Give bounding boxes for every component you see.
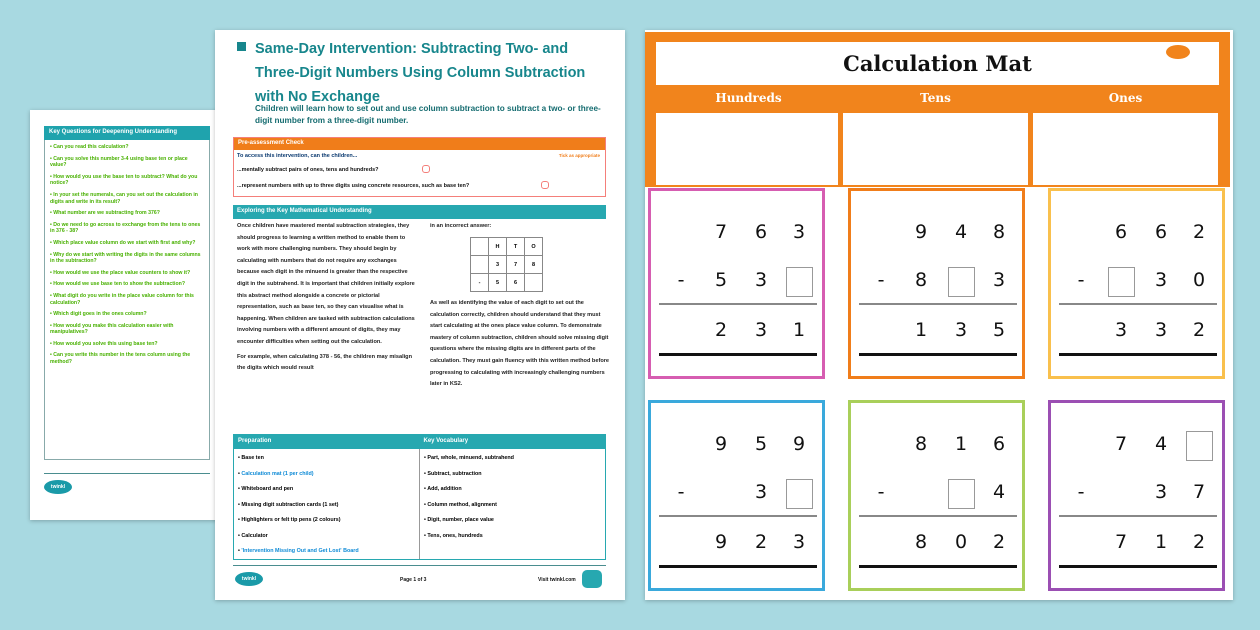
digit: 7 (1192, 481, 1206, 503)
missing-digit-card (848, 400, 1025, 591)
preassessment-item: ...mentally subtract pairs of ones, tens and hundreds? (237, 167, 379, 173)
grid-cell: 8 (525, 256, 543, 274)
digit: 0 (1192, 269, 1206, 291)
site-link[interactable]: Visit twinkl.com (538, 577, 576, 583)
digit: 2 (754, 531, 768, 553)
key-question-item: • How would you use the base ten to subtract? What do you notice? (50, 173, 198, 187)
hto-grid (470, 237, 543, 292)
key-question-item: • What digit do you write in the place value column for this calculation? (50, 292, 194, 306)
minus-sign: - (677, 481, 685, 503)
minus-sign: - (1077, 481, 1085, 503)
answer-line (859, 353, 1017, 356)
key-question-item: • Why do we start with writing the digits in the same columns in the subtraction? (50, 251, 201, 265)
page-number: Page 1 of 3 (400, 577, 427, 583)
digit: 3 (754, 269, 768, 291)
digit: 9 (792, 433, 806, 455)
preassessment-item: ...represent numbers with up to three digits using concrete resources, such as base ten? (237, 183, 470, 189)
missing-digit-box[interactable] (786, 479, 813, 509)
key-question-item: • Can you solve this number 3-4 using base ten or place value? (50, 155, 188, 169)
digit: 9 (714, 433, 728, 455)
key-question-item: • How would you solve this using base ten? (50, 340, 158, 347)
mat-title: Calculation Mat (656, 42, 1219, 85)
key-question-item: • Can you write this number in the tens column using the method? (50, 352, 191, 366)
missing-digit-box[interactable] (786, 267, 813, 297)
preparation-vocabulary-table (233, 434, 606, 560)
missing-digit-box[interactable] (1186, 431, 1213, 461)
preparation-item-text: Whiteboard and pen (241, 486, 294, 492)
preparation-item: • Calculator (238, 532, 268, 539)
key-question-text: Which place value column do we start with first and why? (53, 239, 196, 246)
digit: 2 (1192, 221, 1206, 243)
grid-cell: O (525, 238, 543, 256)
key-question-text: Can you write this number in the tens column using the method? (50, 352, 191, 366)
key-question-item: • How would we use base ten to show the subtraction? (50, 281, 185, 288)
grid-cell: - (471, 274, 489, 292)
preparation-item: • Base ten (238, 455, 264, 461)
digit: 1 (792, 319, 806, 341)
title-bullet-icon (237, 42, 246, 51)
twinkl-stack-logo-icon (582, 570, 602, 588)
vocabulary-item-text: Subtract, subtraction (427, 470, 482, 477)
key-question-text: Which digit goes in the ones column? (53, 311, 147, 318)
column-header-tens: Tens (920, 91, 951, 105)
key-question-item: • Which place value column do we start with first and why? (50, 239, 196, 246)
key-question-text: Why do we start with writing the digits in the same columns in the subtraction? (50, 251, 201, 265)
digit: 6 (754, 221, 768, 243)
key-question-text: In your set the numerals, can you set out the calculation in digits and write in its result? (50, 191, 198, 205)
digit: 9 (714, 531, 728, 553)
preparation-item-text[interactable]: 'Intervention Missing Out and Get Lost' Board (241, 548, 359, 554)
tick-box[interactable] (422, 165, 430, 173)
intervention-worksheet-page (215, 30, 625, 600)
subtraction-line (1059, 515, 1217, 517)
digit: 3 (992, 269, 1006, 291)
digit: 0 (954, 531, 968, 553)
ones-cell[interactable] (1033, 113, 1218, 185)
preparation-item: • Calculation mat (1 per child) (238, 470, 314, 477)
key-question-item: • What number are we subtracting from 376? (50, 210, 160, 217)
key-question-text: How would we use the place value counters to show it? (53, 269, 191, 276)
subtraction-line (859, 303, 1017, 305)
answer-line (1059, 565, 1217, 568)
worksheet-subtitle: Children will learn how to set out and use column subtraction to subtract a two- or three-digit number from a three-digit number. (255, 104, 601, 125)
subtraction-line (859, 515, 1017, 517)
footer-divider (233, 565, 606, 566)
missing-digit-card (1048, 188, 1225, 379)
digit: 3 (954, 319, 968, 341)
key-question-text: How would you make this calculation easier with manipulatives? (50, 322, 174, 336)
missing-digit-box[interactable] (948, 479, 975, 509)
digit: 3 (792, 221, 806, 243)
twinkl-logo-icon (1166, 45, 1190, 59)
minus-sign: - (877, 481, 885, 503)
vocabulary-item: • Tens, ones, hundreds (424, 532, 483, 539)
footer-divider (44, 473, 210, 474)
digit: 5 (714, 269, 728, 291)
minus-sign: - (877, 269, 885, 291)
preparation-list (234, 449, 420, 559)
digit: 6 (1154, 221, 1168, 243)
digit: 3 (1154, 269, 1168, 291)
minus-sign: - (1077, 269, 1085, 291)
grid-cell: 5 (489, 274, 507, 292)
digit: 3 (792, 531, 806, 553)
vocabulary-item-text: Add, addition (427, 486, 462, 492)
digit: 8 (914, 531, 928, 553)
preassessment-box (233, 137, 606, 197)
digit: 2 (1192, 319, 1206, 341)
key-question-text: How would you use the base ten to subtract? What do you notice? (50, 173, 198, 187)
column-header-hundreds: Hundreds (715, 91, 782, 105)
digit: 6 (1114, 221, 1128, 243)
tens-cell[interactable] (843, 113, 1028, 185)
vocabulary-item: • Subtract, subtraction (424, 470, 482, 477)
digit: 3 (1154, 481, 1168, 503)
digit: 6 (992, 433, 1006, 455)
grid-cell (525, 274, 543, 292)
digit: 2 (992, 531, 1006, 553)
vocabulary-item: • Add, addition (424, 486, 462, 492)
preassessment-header: Pre-assessment Check (234, 138, 605, 150)
vocabulary-item: • Column method, alignment (424, 501, 497, 508)
vocabulary-list (420, 449, 605, 559)
preassessment-intro: To access this intervention, can the children... (237, 153, 358, 159)
missing-digit-card (648, 188, 825, 379)
key-question-item: • Which digit goes in the ones column? (50, 311, 147, 318)
grid-cell: H (489, 238, 507, 256)
preparation-item-text: Base ten (241, 455, 264, 461)
digit: 2 (714, 319, 728, 341)
grid-cell (471, 238, 489, 256)
digit: 3 (1114, 319, 1128, 341)
grid-cell: T (507, 238, 525, 256)
digit: 3 (1154, 319, 1168, 341)
vocabulary-header: Key Vocabulary (423, 438, 469, 444)
vocabulary-item: • Part, whole, minuend, subtrahend (424, 455, 514, 461)
preparation-item: • Whiteboard and pen (238, 486, 294, 492)
digit: 3 (754, 481, 768, 503)
minus-sign: - (677, 269, 685, 291)
answer-line (859, 565, 1017, 568)
key-question-item: • How would you make this calculation easier with manipulatives? (50, 322, 174, 336)
worksheet-title: Same-Day Intervention: Subtracting Two- and Three-Digit Numbers Using Column Subtraction with No Exchange (255, 41, 586, 105)
digit: 8 (914, 433, 928, 455)
key-question-item: • Do we need to go across to exchange from the tens to ones in 376 - 38? (50, 221, 201, 235)
vocabulary-item-text: Part, whole, minuend, subtrahend (427, 455, 514, 461)
grid-cell (471, 256, 489, 274)
vocabulary-item-text: Column method, alignment (427, 501, 497, 508)
missing-digit-card (648, 400, 825, 591)
key-question-item: • In your set the numerals, can you set out the calculation in digits and write in its result? (50, 191, 198, 205)
digit: 4 (954, 221, 968, 243)
missing-digit-box[interactable] (948, 267, 975, 297)
digit: 4 (992, 481, 1006, 503)
exploring-header: Exploring the Key Mathematical Understanding (233, 205, 606, 219)
twinkl-logo: twinkl (44, 480, 72, 494)
key-question-text: Can you read this calculation? (53, 144, 129, 150)
right-intro: in an incorrect answer: (430, 223, 492, 229)
digit: 1 (1154, 531, 1168, 553)
key-question-text: Do we need to go across to exchange from the tens to ones in 376 - 38? (50, 221, 201, 235)
digit: 8 (992, 221, 1006, 243)
preparation-header: Preparation (238, 438, 272, 444)
tick-box[interactable] (541, 181, 549, 189)
key-question-text: Can you solve this number 3-4 using base ten or place value? (50, 155, 188, 169)
tick-note: Tick as appropriate (558, 153, 600, 158)
digit: 1 (954, 433, 968, 455)
answer-line (1059, 353, 1217, 356)
key-questions-header: Key Questions for Deepening Understanding (44, 126, 210, 140)
digit: 4 (1154, 433, 1168, 455)
digit: 7 (1114, 531, 1128, 553)
answer-line (659, 565, 817, 568)
column-header-ones: Ones (1108, 91, 1143, 105)
vocabulary-item: • Digit, number, place value (424, 517, 494, 523)
preparation-item-text: Missing digit subtraction cards (1 set) (241, 501, 339, 508)
back-worksheet-page (30, 110, 230, 520)
digit: 5 (992, 319, 1006, 341)
twinkl-logo: twinkl (235, 572, 263, 586)
missing-digit-card (848, 188, 1025, 379)
digit: 5 (754, 433, 768, 455)
key-question-text: What number are we subtracting from 376? (53, 210, 160, 217)
digit: 3 (754, 319, 768, 341)
answer-line (659, 353, 817, 356)
digit: 8 (914, 269, 928, 291)
subtraction-line (659, 515, 817, 517)
preparation-item: • 'Intervention Missing Out and Get Lost' Board (238, 548, 359, 554)
preparation-item: • Highlighters or felt tip pens (2 colours) (238, 517, 341, 523)
exploring-left-text (237, 221, 417, 375)
grid-cell: 7 (507, 256, 525, 274)
key-question-text: How would we use base ten to show the subtraction? (53, 281, 185, 288)
key-question-item: • How would we use the place value counters to show it? (50, 269, 191, 276)
exploring-paragraph: Once children have mastered mental subtraction strategies, they should progress to learning a written method to enable them to work with more challenging numbers. They should begin by calculating with numbers that do not require any exchanges because each digit in the minuend is greater than the respective digit in the subtrahend. It is important that children initially explore this abstract method alongside a concrete or pictorial representation, such as base ten, so they can visualise what is happening. When children are tasked with subtraction calculations involving numbers with a different amount of digits, they may encounter difficulties when setting out the calculation. (237, 223, 415, 345)
missing-digit-card (1048, 400, 1225, 591)
key-questions-list (44, 140, 210, 460)
calculation-mat (645, 30, 1233, 600)
digit: 7 (714, 221, 728, 243)
digit: 2 (1192, 531, 1206, 553)
key-question-item: • Can you read this calculation? (50, 144, 129, 150)
missing-digit-box[interactable] (1108, 267, 1135, 297)
preparation-item-text: Highlighters or felt tip pens (2 colours) (241, 517, 341, 523)
subtraction-line (1059, 303, 1217, 305)
preparation-item-text: Calculator (241, 532, 268, 539)
vocabulary-item-text: Digit, number, place value (427, 517, 494, 523)
mat-header (645, 32, 1230, 187)
preparation-item: • Missing digit subtraction cards (1 set) (238, 501, 339, 508)
exploring-example: For example, when calculating 378 - 56, the children may misalign the digits which would result (237, 353, 413, 372)
grid-cell: 3 (489, 256, 507, 274)
exploring-right-text: As well as identifying the value of each digit to set out the calculation correctly, children should understand that they must start calculating at the ones place value column. To demonstrate mastery of column subtraction, children should solve missing digit questions where the missing digits are in different parts of the calculation. They must gain fluency with this written method before progressing to calculating with increasingly challenging numbers later in KS2. (430, 300, 610, 388)
vocabulary-item-text: Tens, ones, hundreds (427, 532, 483, 539)
grid-cell: 6 (507, 274, 525, 292)
digit: 1 (914, 319, 928, 341)
preparation-item-text[interactable]: Calculation mat (1 per child) (241, 470, 314, 477)
key-question-text: How would you solve this using base ten? (53, 340, 158, 347)
subtraction-line (659, 303, 817, 305)
digit: 9 (914, 221, 928, 243)
digit: 7 (1114, 433, 1128, 455)
hundreds-cell[interactable] (656, 113, 838, 185)
key-question-text: What digit do you write in the place value column for this calculation? (50, 292, 194, 306)
